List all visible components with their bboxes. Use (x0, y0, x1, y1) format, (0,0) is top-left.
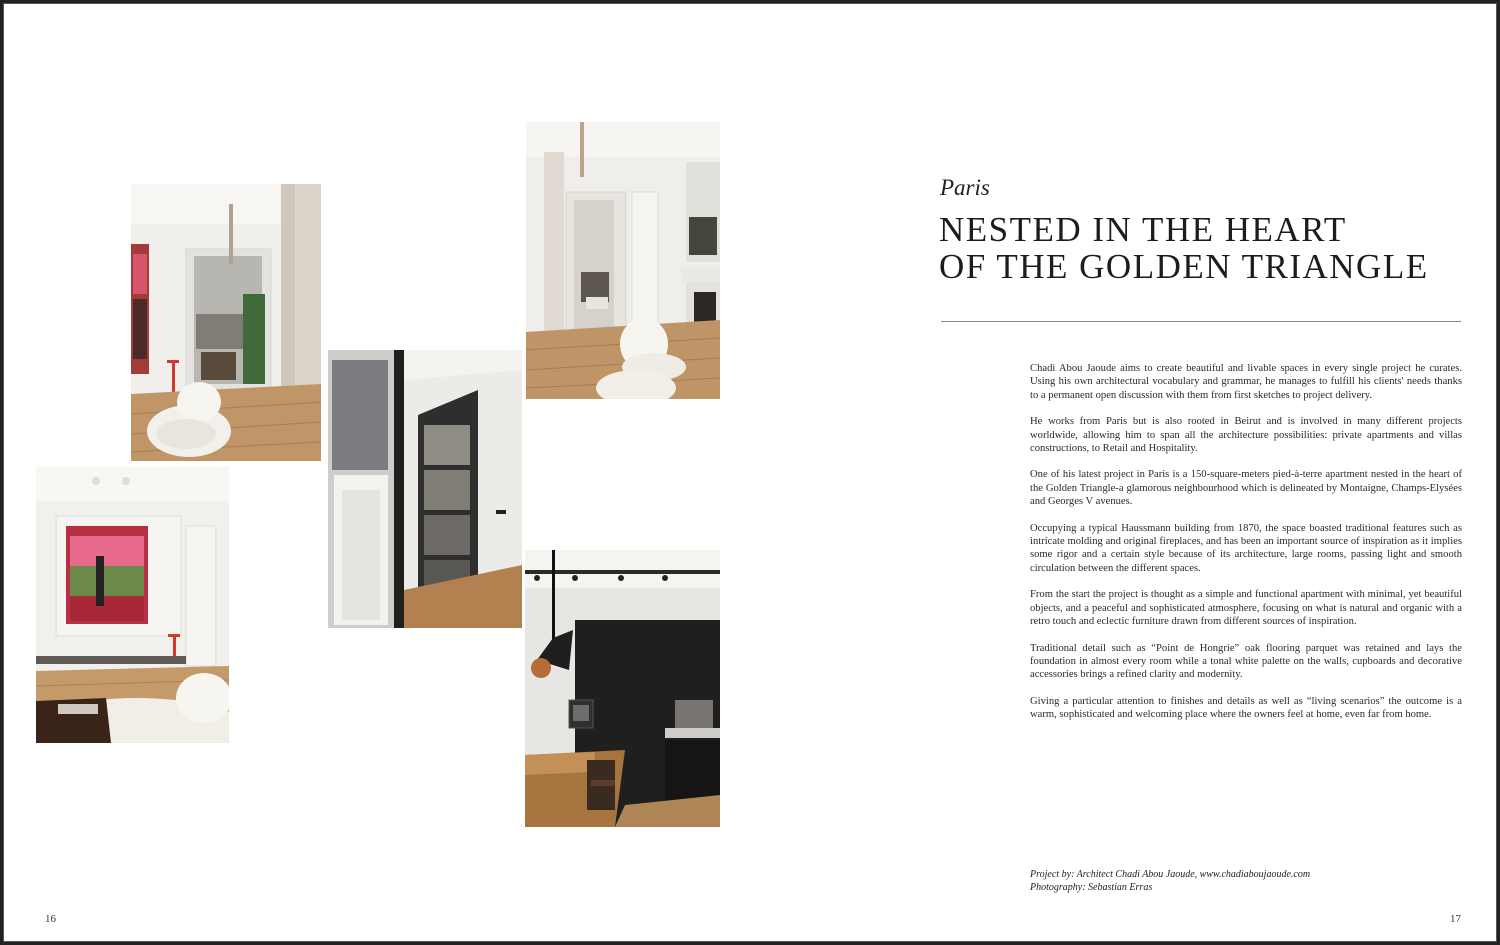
body-paragraph: From the start the project is thought as a simple and functional apartment with minimal, yet beautiful objects, and a peaceful and sophisticated atmosphere, focusing on what is natural and organic with a retro touch and eclectic furniture drawn from different sources of inspiration. (1030, 589, 1462, 628)
credit-project: Project by: Architect Chadi Abou Jaoude, www.chadiaboujaoude.com (1030, 869, 1311, 880)
page-number-right: 17 (1450, 913, 1461, 925)
body-paragraph: One of his latest project in Paris is a 150-square-meters pied-à-terre apartment nested in the heart of the Golden Triangle-a glamorous neighbourhood which is delineated by Montaigne, Champs-Elysées and Georges V avenues. (1030, 469, 1462, 508)
body-paragraph: He works from Paris but is also rooted in Beirut and is involved in many different projects worldwide, allowing him to span all the architecture possibilities: private apartments and villas constructions, to Retail and Hospitality. (1030, 416, 1462, 455)
headline-line-1: NESTED IN THE HEART (939, 210, 1347, 249)
article-body (1030, 362, 1462, 735)
article-location: Paris (940, 175, 990, 200)
photo-living-room-curtain (131, 184, 321, 461)
photo-wardrobe-closet (328, 350, 522, 628)
photo-living-room-painting (36, 466, 229, 743)
page-number-left: 16 (45, 913, 56, 925)
body-paragraph: Giving a particular attention to finishes and details as well as “living scenarios” the outcome is a warm, sophisticated and welcoming place where the owners feel at home, even far from home. (1030, 695, 1462, 721)
body-paragraph: Occupying a typical Haussmann building from 1870, the space boasted traditional features such as intricate molding and original fireplaces, and has been an important source of inspiration as it implies some rigor and a certain style because of its architecture, large rooms, passing light and smooth circulation between the different spaces. (1030, 522, 1462, 574)
photo-black-kitchen (525, 550, 720, 827)
body-paragraph: Chadi Abou Jaoude aims to create beautiful and livable spaces in every single project he curates. Using his own architectural vocabulary and grammar, he manages to fulfill his clients' needs thanks to a permanent open discussion with them from first sketches to project delivery. (1030, 363, 1462, 401)
body-paragraph: Traditional detail such as “Point de Hongrie” oak flooring parquet was retained and lays the foundation in almost every room while a tonal white palette on the walls, cupboards and decorative accessories brings a refined clarity and modernity. (1030, 642, 1462, 681)
article-headline (939, 211, 1479, 285)
headline-divider (941, 321, 1461, 322)
credit-photography: Photography: Sebastian Erras (1030, 881, 1153, 893)
headline-line-2: OF THE GOLDEN TRIANGLE (939, 247, 1429, 286)
photo-bedroom-view (526, 122, 720, 399)
article-credits (1030, 869, 1460, 894)
